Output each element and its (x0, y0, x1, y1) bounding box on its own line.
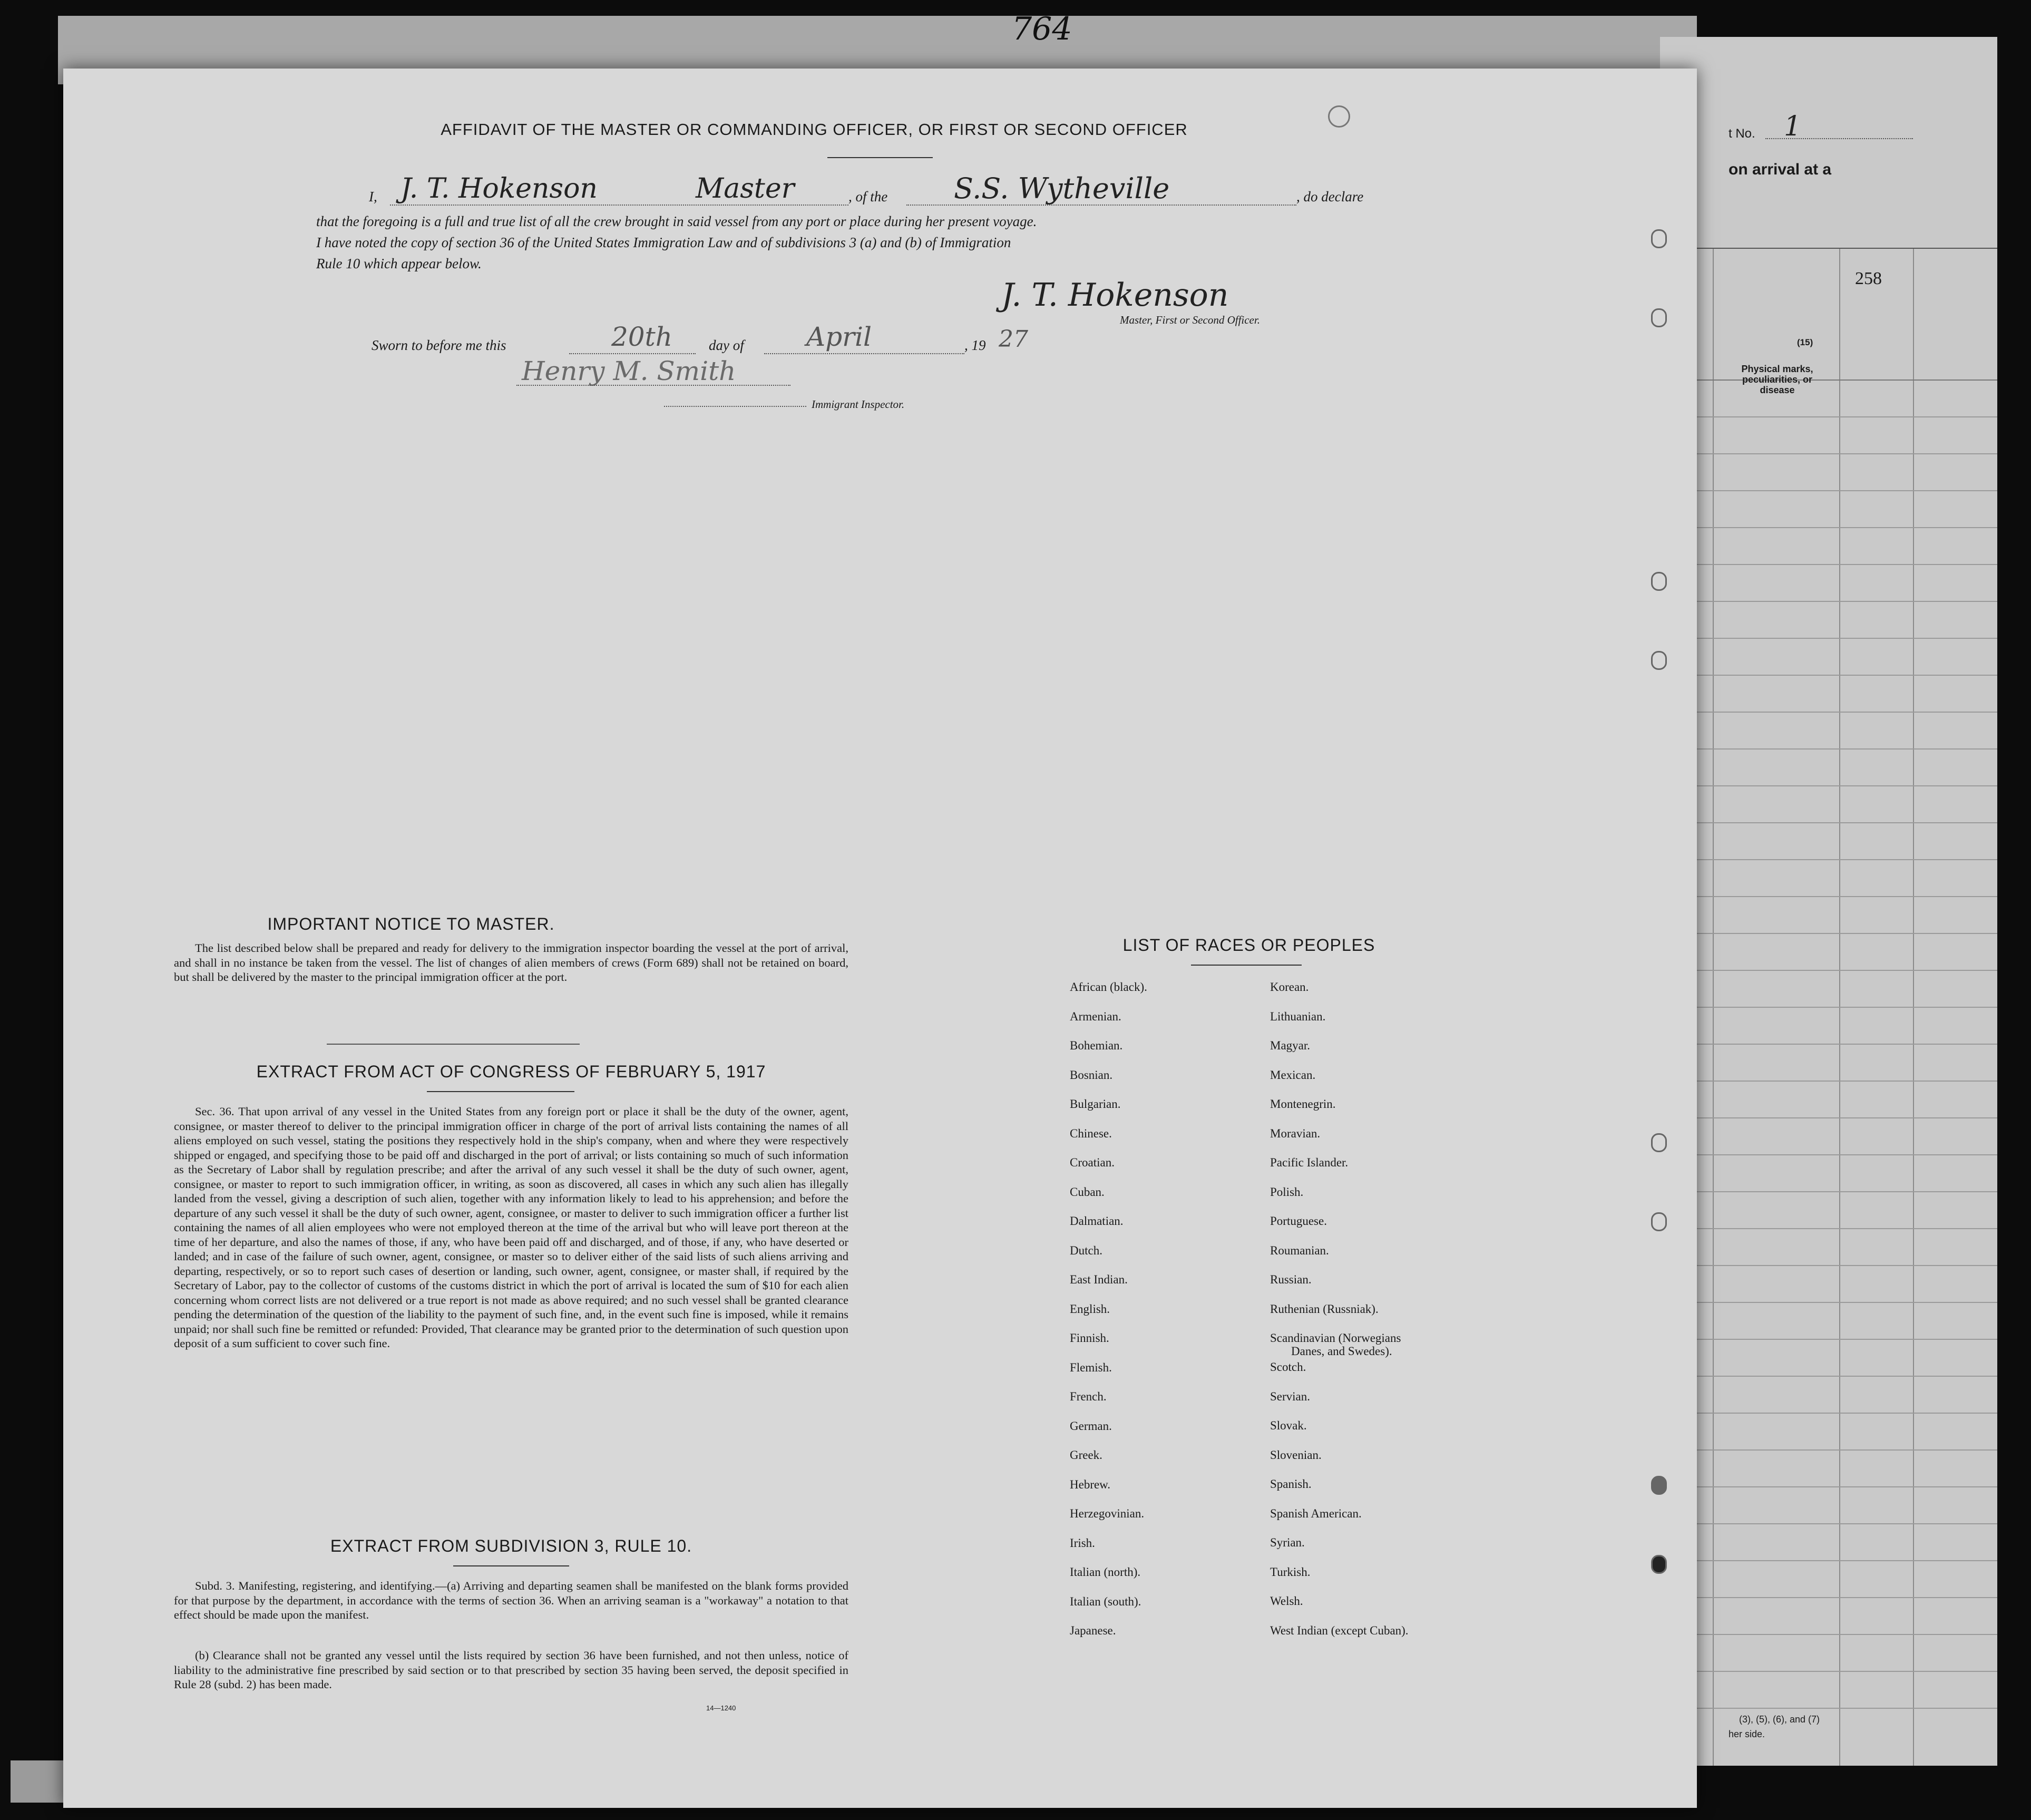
signature-caption: Master, First or Second Officer. (1120, 314, 1260, 326)
race-item: Slovak. (1270, 1419, 1307, 1432)
column-header-line: Physical marks, (1741, 364, 1813, 374)
grid-line (1660, 453, 1997, 454)
race-item: Russian. (1270, 1273, 1312, 1286)
rule-title: EXTRACT FROM SUBDIVISION 3, RULE 10. (330, 1536, 692, 1555)
race-item: English. (1070, 1302, 1110, 1316)
race-item: Croatian. (1070, 1156, 1115, 1169)
sworn-day: 20th (611, 322, 672, 352)
race-item: French. (1070, 1390, 1107, 1403)
grid-line (1660, 1486, 1997, 1487)
grid-line (1660, 601, 1997, 602)
grid-line (1660, 527, 1997, 528)
race-item: African (black). (1070, 980, 1147, 994)
do-declare-text: , do declare (1296, 189, 1364, 205)
race-item: Dalmatian. (1070, 1214, 1124, 1228)
grid-line (1660, 822, 1997, 823)
race-item: Spanish. (1270, 1477, 1312, 1491)
bottom-note: her side. (1729, 1729, 1765, 1739)
grid-line (1660, 1597, 1997, 1598)
grid-line (1660, 785, 1997, 786)
bottom-note: (3), (5), (6), and (7) (1739, 1714, 1820, 1725)
grid-line (1660, 1560, 1997, 1561)
column-number: (15) (1797, 337, 1813, 347)
grid-line (1660, 490, 1997, 491)
race-item: Chinese. (1070, 1126, 1112, 1140)
day-field-line (569, 353, 696, 354)
punch-hole (1651, 308, 1667, 327)
sworn-month: April (806, 322, 872, 352)
day-of-text: day of (709, 337, 744, 353)
affidavit-line-4: Rule 10 which appear below. (316, 256, 482, 271)
column-header-line: peculiarities, or (1742, 374, 1813, 385)
act-body: Sec. 36. That upon arrival of any vessel in the United States from any foreign port or place it shall be the duty of the owner, agent, consignee, or master thereof to deliver to the principal immigration officer in charge of the port of arrival lists containing the names of all aliens employed on such vessel, stating the positions they respectively hold in the ship's company, when and where they were respectively shipped or engaged, and specifying those to be paid off and discharged in the port of arrival; or lists containing so much of such information as the Secretary of Labor shall by regulation prescribe; and after the arrival of any such vessel it shall be the duty of such owner, agent, consignee, or master to report to such immigration officer, in writing, as soon as discovered, all cases in which any such alien has illegally landed from the vessel, giving a description of such alien, together with any information likely to lead to his apprehension; and before the departure of any such vessel it shall be the duty of such owner, agent, consignee, or master to deliver to such immigration officer a further list containing the names of all alien employees who were not employed thereon at the time of the arrival but who will leave port thereon at the time of her departure, and also the names of those, if any, who have been paid off and discharged, and of those, if any, who have deserted or landed; and in case of the failure of such owner, agent, consignee, or master so to deliver either of the said lists of such aliens arriving and departing, respectively, or so to report such cases of desertion or landing, such owner, agent, consignee, or master shall, if required by the Secretary of Labor, pay to the collector of customs of the customs district in which the port of arrival is located the sum of $10 for each alien concerning whom correct lists are not delivered or a true report is not made as above required; and no such vessel shall be granted clearance pending the determination of the question of the liability to the payment of such fine, and, in the event such fine is imposed, while it remains unpaid; nor shall such fine be remitted or refunded: Provided, That clearance may be granted prior to the determination of such question upon deposit of a sum sufficient to cover such fine. (174, 1105, 848, 1350)
divider (427, 1091, 574, 1092)
grid-line (1660, 1117, 1997, 1118)
grid-line (1660, 416, 1997, 417)
grid-line (1660, 1413, 1997, 1414)
race-item: Herzegovinian. (1070, 1507, 1145, 1520)
rule-paragraph-b: (b) Clearance shall not be granted any vessel until the lists required by section 36 have been furnished, and not then unless, notice of liability to the administrative fine prescribed by said section or to that prescribed by section 35 having been served, the deposit specified in Rule 28 (subd. 2) has been made. (174, 1649, 848, 1691)
grid-line (1660, 1339, 1997, 1340)
affidavit-page (63, 11, 1697, 1808)
race-item: Slovenian. (1270, 1448, 1322, 1462)
race-item: German. (1070, 1419, 1112, 1433)
race-item: Japanese. (1070, 1624, 1116, 1637)
grid-line (1660, 1634, 1997, 1635)
race-item: Danes, and Swedes). (1291, 1345, 1392, 1358)
race-item: Armenian. (1070, 1009, 1121, 1023)
grid-line (1660, 712, 1997, 713)
race-item: Italian (south). (1070, 1594, 1141, 1608)
race-item: Greek. (1070, 1448, 1102, 1462)
race-item: Magyar. (1270, 1039, 1311, 1052)
race-item: Dutch. (1070, 1243, 1102, 1257)
grid-line (1660, 1708, 1997, 1709)
grid-line (1660, 970, 1997, 971)
race-item: Turkish. (1270, 1565, 1311, 1579)
notice-body: The list described below shall be prepared and ready for delivery to the immigration inspector boarding the vessel at the port of arrival, and shall in no instance be taken from the vessel. The list of changes of alien members of crews (Form 689) shall not be retained on board, but shall be delivered by the master to the principal immigration officer at the port. (174, 941, 848, 984)
race-item: Scotch. (1270, 1360, 1306, 1374)
race-item: Mexican. (1270, 1068, 1316, 1082)
rule-paragraph-a: Subd. 3. Manifesting, registering, and identifying.—(a) Arriving and departing seamen shall be manifested on the blank forms provided for that purpose by the department, in accordance with the terms of section 36. When an arriving seaman is a "workaway" a notation to that effect should be made upon the manifest. (174, 1579, 848, 1621)
inspector-line (516, 385, 790, 386)
punch-hole (1651, 651, 1667, 670)
grid-line (1660, 1044, 1997, 1045)
grid-line (1660, 1523, 1997, 1524)
list-no-value: 1 (1784, 111, 1802, 142)
column-header (1715, 364, 1839, 395)
race-item: East Indian. (1070, 1273, 1128, 1286)
inspector-signature: Henry M. Smith (522, 356, 736, 386)
race-item: Scandinavian (Norwegians (1270, 1331, 1401, 1345)
list-no-label: t No. (1729, 126, 1755, 141)
grid-line (1660, 1671, 1997, 1672)
affidavit-i: I, (369, 189, 377, 205)
race-item: Moravian. (1270, 1126, 1321, 1140)
notice-title: IMPORTANT NOTICE TO MASTER. (267, 914, 555, 933)
inspector-caption-line (664, 406, 806, 407)
race-item: Cuban. (1070, 1185, 1105, 1199)
punch-hole (1651, 1476, 1667, 1495)
race-item: Montenegrin. (1270, 1097, 1336, 1111)
affidavit-line-3: I have noted the copy of section 36 of the United States Immigration Law and of subdivisions 3 (a) and (b) of Immigration (316, 235, 1011, 250)
grid-line (1660, 1376, 1997, 1377)
race-item: Finnish. (1070, 1331, 1109, 1345)
sheet-number: 258 (1855, 269, 1882, 288)
grid-line (1660, 1007, 1997, 1008)
race-item: Bulgarian. (1070, 1097, 1121, 1111)
year-prefix: , 19 (964, 337, 986, 353)
divider (1191, 965, 1302, 966)
race-item: Spanish American. (1270, 1506, 1362, 1520)
master-rank: Master (696, 173, 795, 205)
affidavit-line-2: that the foregoing is a full and true list of all the crew brought in said vessel from any port or place during her present voyage. (316, 213, 1037, 229)
grid-line (1660, 1154, 1997, 1155)
ring-mark (1328, 105, 1350, 128)
grid-line (1660, 1191, 1997, 1192)
race-item: Bosnian. (1070, 1068, 1113, 1082)
punch-hole (1651, 572, 1667, 591)
divider (327, 1044, 580, 1045)
grid-line (1660, 859, 1997, 860)
act-title: EXTRACT FROM ACT OF CONGRESS OF FEBRUARY 5, 1917 (256, 1062, 766, 1081)
grid-line (1660, 896, 1997, 897)
grid-line (1660, 638, 1997, 639)
race-item: Roumanian. (1270, 1243, 1329, 1257)
race-item: Ruthenian (Russniak). (1270, 1302, 1379, 1316)
grid-line (1660, 1449, 1997, 1451)
handwritten-number: 764 (1012, 11, 1072, 47)
race-item: Bohemian. (1070, 1039, 1123, 1052)
race-item: Servian. (1270, 1389, 1311, 1403)
punch-hole (1651, 1212, 1667, 1231)
arrival-text: on arrival at a (1729, 161, 1832, 178)
punch-hole (1651, 1555, 1667, 1574)
month-field-line (764, 353, 964, 354)
grid-line (1660, 933, 1997, 934)
race-item: Hebrew. (1070, 1477, 1111, 1491)
race-item: Polish. (1270, 1185, 1304, 1199)
inspector-caption: Immigrant Inspector. (812, 398, 905, 411)
race-item: Korean. (1270, 980, 1309, 994)
grid-line (1660, 748, 1997, 750)
affidavit-title: AFFIDAVIT OF THE MASTER OR COMMANDING OFFICER, OR FIRST OR SECOND OFFICER (441, 120, 1188, 139)
punch-hole (1651, 1133, 1667, 1152)
grid-line (1660, 1302, 1997, 1303)
race-item: Italian (north). (1070, 1565, 1141, 1579)
grid-line (1660, 248, 1997, 249)
vessel-name: S.S. Wytheville (954, 172, 1170, 205)
race-item: Lithuanian. (1270, 1009, 1326, 1023)
grid-line (1660, 1265, 1997, 1266)
divider (453, 1565, 569, 1566)
grid-line (1660, 564, 1997, 565)
race-item: Syrian. (1270, 1536, 1305, 1549)
races-title: LIST OF RACES OR PEOPLES (1122, 936, 1375, 955)
background-sheet-right (1660, 37, 1997, 1766)
race-item: Irish. (1070, 1536, 1095, 1550)
grid-line (1660, 1228, 1997, 1229)
race-item: Portuguese. (1270, 1214, 1327, 1228)
name-field-line (390, 205, 848, 206)
sworn-year: 27 (999, 326, 1028, 353)
column-header-line: disease (1760, 385, 1795, 395)
race-item: Pacific Islander. (1270, 1156, 1349, 1169)
grid-line (1660, 675, 1997, 676)
master-signature: J. T. Hokenson (1001, 277, 1229, 314)
form-number: 14—1240 (706, 1704, 736, 1712)
race-item: West Indian (except Cuban). (1270, 1623, 1409, 1637)
race-item: Welsh. (1270, 1594, 1303, 1608)
race-item: Flemish. (1070, 1360, 1112, 1374)
of-the-text: , of the (848, 189, 888, 205)
grid-line (1660, 1081, 1997, 1082)
master-name: J. T. Hokenson (401, 173, 598, 205)
punch-hole (1651, 229, 1667, 248)
sworn-text: Sworn to before me this (372, 337, 506, 353)
divider (827, 157, 933, 158)
